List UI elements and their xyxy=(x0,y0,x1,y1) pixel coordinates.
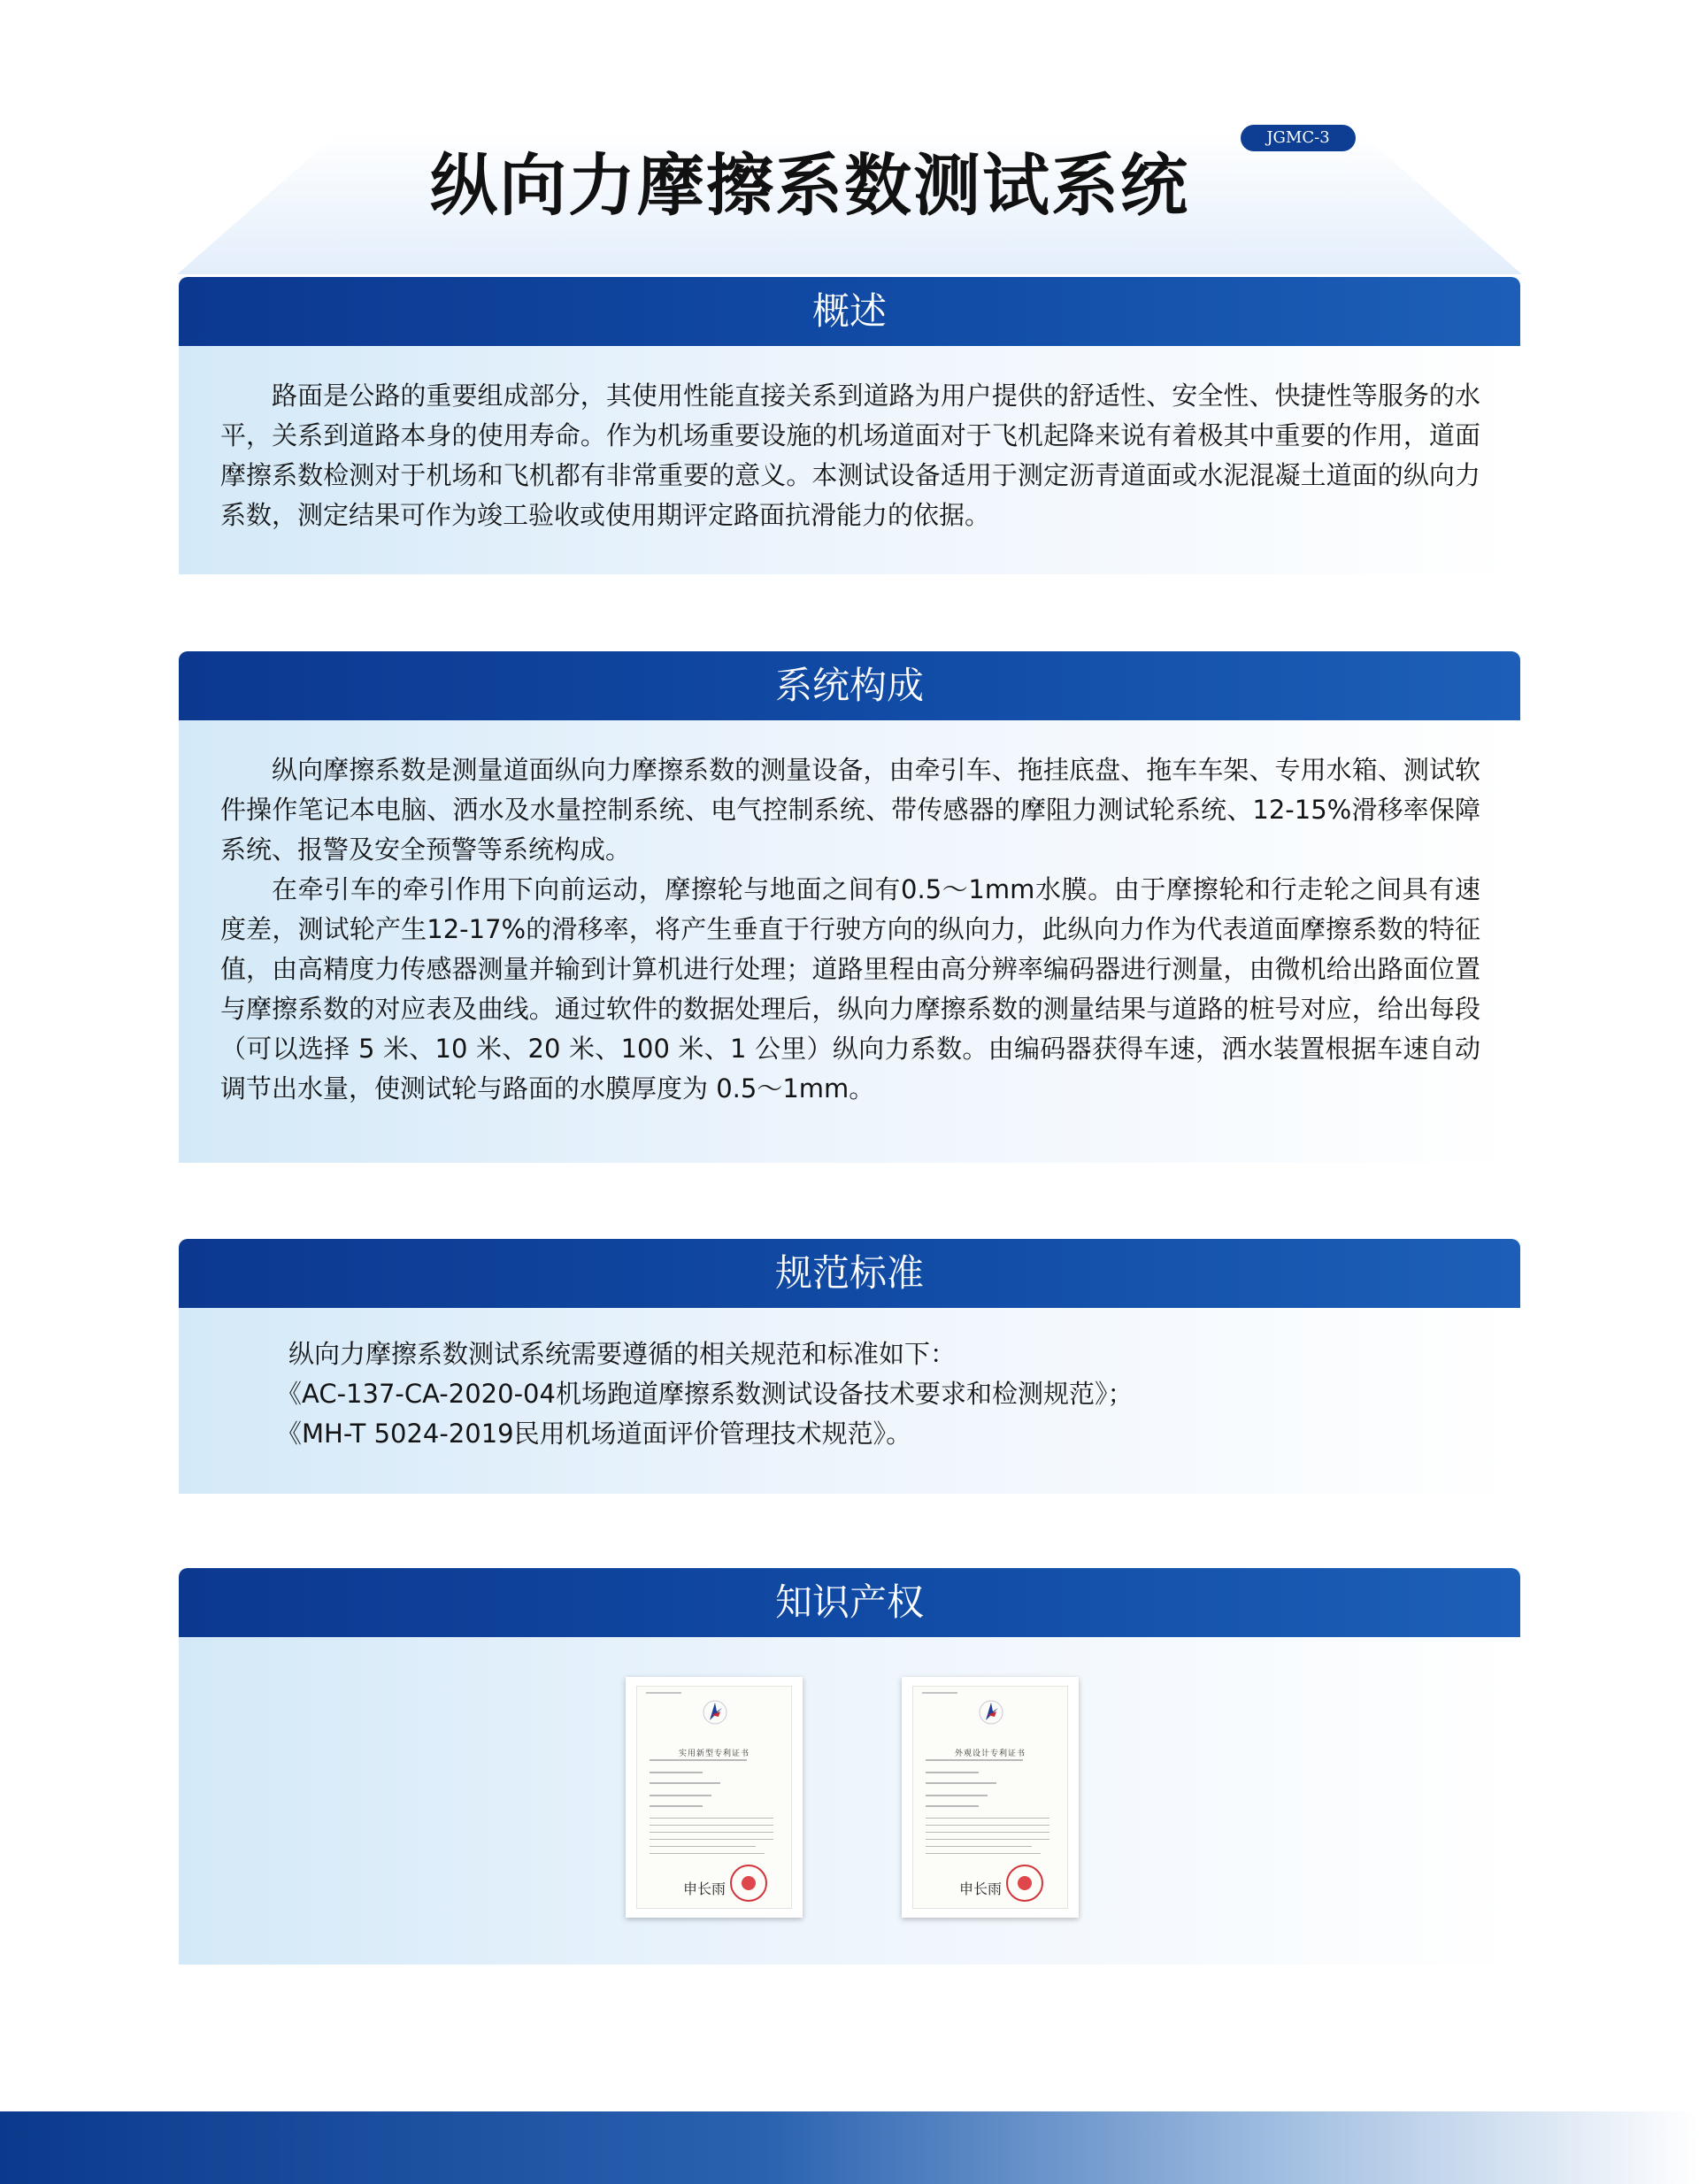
paragraph: 纵向摩擦系数是测量道面纵向力摩擦系数的测量设备，由牵引车、拖挂底盘、拖车车架、专用水箱、测试软件操作笔记本电脑、洒水及水量控制系统、电气控制系统、带传感器的摩阻力测试轮系统、12-15%滑移率保障系统、报警及安全预警等系统构成。 xyxy=(220,755,1480,865)
section-title: 规范标准 xyxy=(179,1239,1520,1308)
patent-certificate-icon xyxy=(701,1699,729,1726)
standards-intro: 纵向力摩擦系数测试系统需要遵循的相关规范和标准如下： xyxy=(288,1339,957,1369)
standard-item: 《AC-137-CA-2020-04机场跑道摩擦系数测试设备技术要求和检测规范》； xyxy=(276,1379,1134,1409)
section-overview xyxy=(179,277,1520,574)
section-standards xyxy=(179,1239,1520,1494)
section-body xyxy=(179,346,1520,574)
official-seal-icon xyxy=(729,1864,768,1903)
official-seal-icon xyxy=(1005,1864,1044,1903)
standard-item: 《MH-T 5024-2019民用机场道面评价管理技术规范》。 xyxy=(276,1419,912,1449)
paragraph: 在牵引车的牵引作用下向前运动，摩擦轮与地面之间有0.5～1mm水膜。由于摩擦轮和行走轮之间具有速度差，测试轮产生12-17%的滑移率，将产生垂直于行驶方向的纵向力，此纵向力作为代表道面摩擦系数的特征值，由高精度力传感器测量并输到计算机进行处理；道路里程由高分辨率编码器进行测量，由微机给出路面位置与摩擦系数的对应表及曲线。通过软件的数据处理后，纵向力摩擦系数的测量结果与道路的桩号对应，给出每段（可以选择 5 米、10 米、20 米、100 米、1 公里）纵向力系数。由编码器获得车速，洒水装置根据车速自动调节出水量，使测试轮与路面的水膜厚度为 0.5～1mm。 xyxy=(220,874,1480,1104)
certificate-utility-model[interactable] xyxy=(626,1677,803,1918)
page-title: 纵向力摩擦系数测试系统 xyxy=(430,146,1189,225)
model-badge: JGMC-3 xyxy=(1241,125,1356,151)
signature: 申长雨 xyxy=(959,1880,1003,1897)
certificate-document xyxy=(636,1686,792,1909)
section-title: 概述 xyxy=(179,277,1520,346)
section-body xyxy=(179,1637,1520,1965)
section-body xyxy=(179,1308,1520,1494)
certificate-design[interactable] xyxy=(902,1677,1079,1918)
section-title: 知识产权 xyxy=(179,1568,1520,1637)
footer-bar xyxy=(0,2111,1699,2184)
section-body xyxy=(179,720,1520,1163)
certificate-title: 外观设计专利证书 xyxy=(954,1750,1026,1758)
certificate-title: 实用新型专利证书 xyxy=(678,1750,750,1758)
section-ip xyxy=(179,1568,1520,1965)
section-composition xyxy=(179,651,1520,1163)
certificate-document xyxy=(912,1686,1068,1909)
section-title: 系统构成 xyxy=(179,651,1520,720)
signature: 申长雨 xyxy=(683,1880,726,1897)
patent-certificate-icon xyxy=(977,1699,1005,1726)
paragraph: 路面是公路的重要组成部分，其使用性能直接关系到道路为用户提供的舒适性、安全性、快捷性等服务的水平，关系到道路本身的使用寿命。作为机场重要设施的机场道面对于飞机起降来说有着极其中重要的作用，道面摩擦系数检测对于机场和飞机都有非常重要的意义。本测试设备适用于测定沥青道面或水泥混凝土道面的纵向力系数，测定结果可作为竣工验收或使用期评定路面抗滑能力的依据。 xyxy=(220,381,1480,530)
